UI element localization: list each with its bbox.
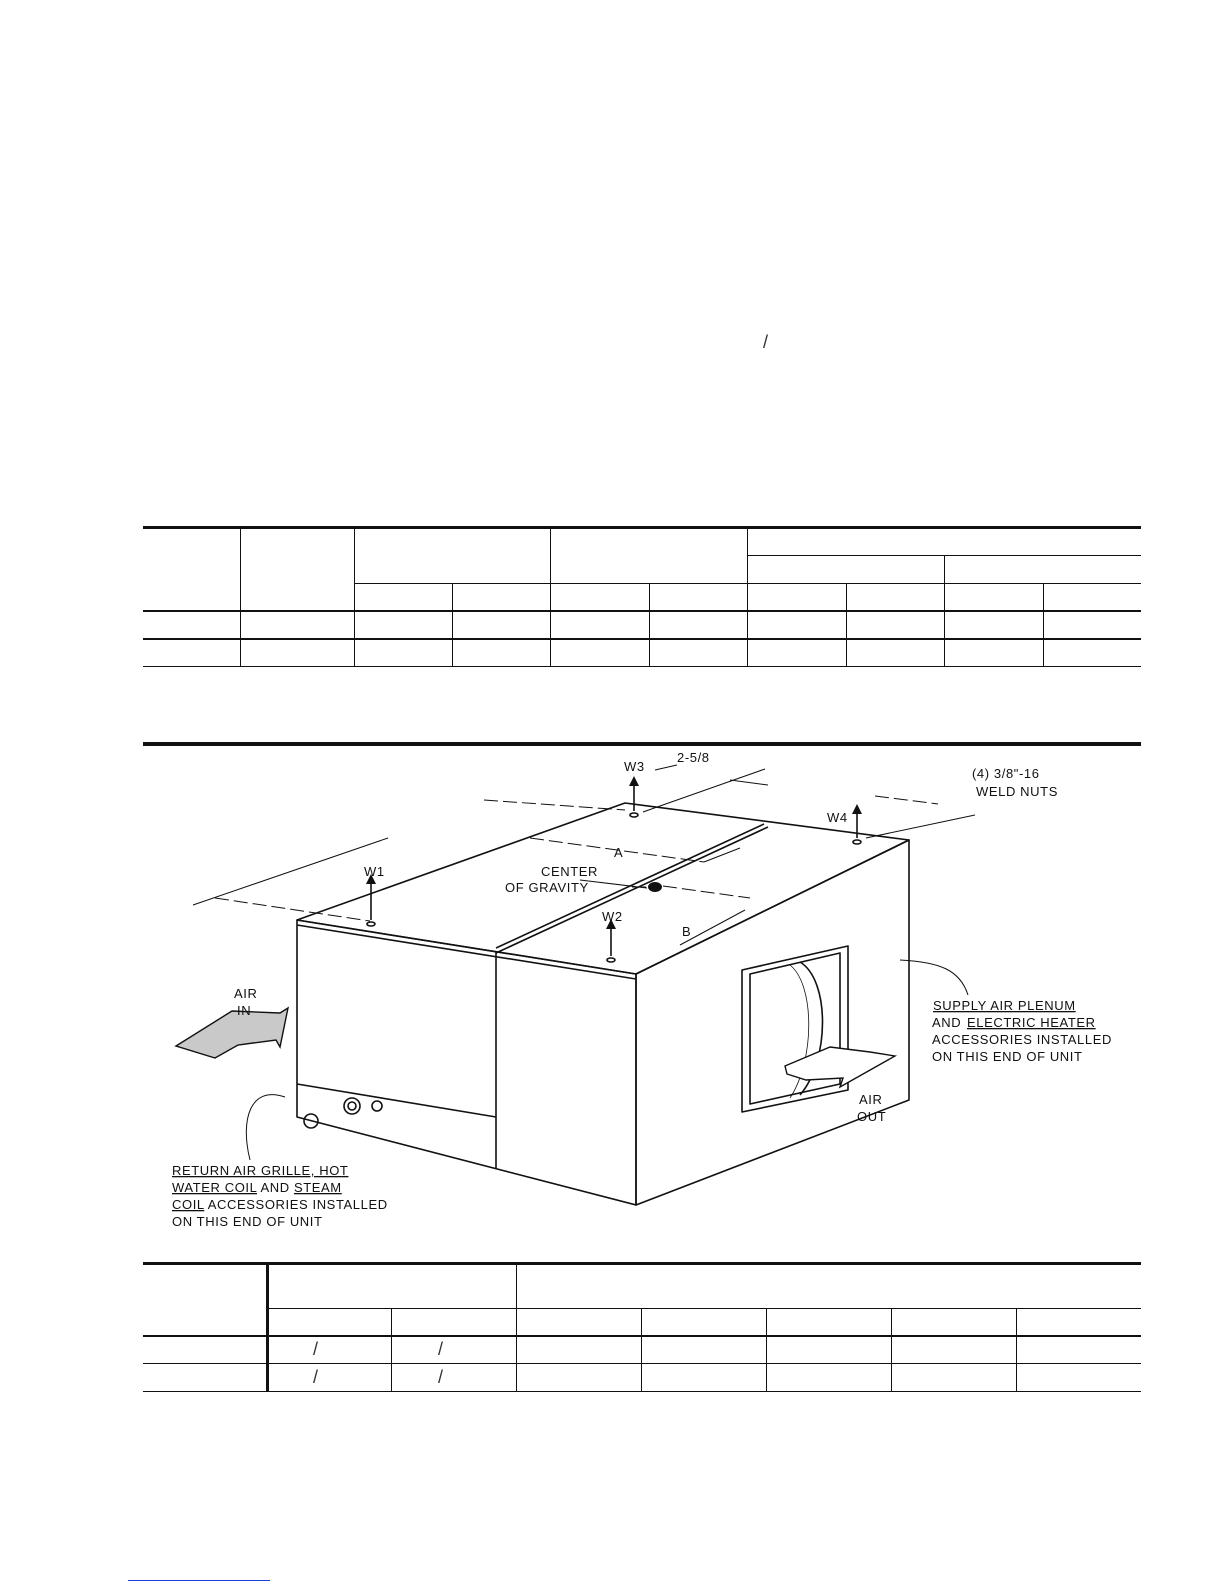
dim-rear-line bbox=[484, 800, 625, 810]
pipe-fitting-small bbox=[372, 1101, 382, 1111]
weld-nut-w3 bbox=[630, 813, 638, 817]
dim-left-extension bbox=[193, 838, 388, 905]
center-of-gravity-label-1: CENTER bbox=[541, 864, 599, 879]
dim-right-line bbox=[875, 796, 938, 804]
supply-leader bbox=[900, 960, 968, 995]
dim-a-label: A bbox=[614, 845, 624, 860]
supply-label-4: ON THIS END OF UNIT bbox=[932, 1049, 1083, 1064]
air-in-label-2: IN bbox=[237, 1003, 252, 1018]
return-label-2 bbox=[172, 1180, 342, 1195]
return-label-3 bbox=[172, 1197, 388, 1212]
table-2-cell-fraction: / bbox=[438, 1367, 444, 1387]
w2-label: W2 bbox=[602, 909, 623, 924]
return-label-2c: STEAM bbox=[293, 1180, 342, 1195]
table-2-cell-fraction: / bbox=[313, 1367, 319, 1387]
supply-air-opening-inner bbox=[750, 953, 840, 1104]
table-2-top-rule bbox=[143, 1262, 1141, 1265]
table-2-bottom-rule bbox=[143, 1391, 1141, 1392]
return-label-4: ON THIS END OF UNIT bbox=[172, 1214, 323, 1229]
top-front-edge-strip bbox=[297, 925, 636, 979]
unit-top-face bbox=[297, 803, 909, 974]
weld-nut-w1 bbox=[367, 922, 375, 926]
stray-slash-mark: / bbox=[763, 332, 769, 352]
dim-b-label: B bbox=[682, 924, 692, 939]
dim-top-extension bbox=[643, 769, 765, 812]
center-of-gravity-label-2: OF GRAVITY bbox=[505, 880, 589, 895]
table-2-stub-divider bbox=[266, 1264, 269, 1392]
supply-label-1: SUPPLY AIR PLENUM bbox=[933, 998, 1076, 1013]
cog-pointer bbox=[580, 880, 647, 888]
dim-top-tick bbox=[655, 765, 677, 770]
table-2-cell-fraction: / bbox=[313, 1339, 319, 1359]
table-2-col-divider bbox=[516, 1264, 517, 1392]
return-leader bbox=[246, 1095, 285, 1160]
air-out-label-2: OUT bbox=[857, 1109, 887, 1124]
table-2-row-rule bbox=[143, 1363, 1141, 1364]
w4-arrowhead bbox=[852, 804, 862, 814]
supply-air-opening bbox=[742, 946, 848, 1112]
w4-label: W4 bbox=[827, 810, 848, 825]
supply-label-2a: AND bbox=[932, 1015, 962, 1030]
supply-label-3: ACCESSORIES INSTALLED bbox=[932, 1032, 1112, 1047]
table-2-subheader-rule bbox=[268, 1308, 1141, 1309]
w3-arrowhead bbox=[629, 776, 639, 786]
pipe-fitting-large bbox=[344, 1098, 360, 1114]
table-2-col-divider bbox=[391, 1309, 392, 1392]
w1-label: W1 bbox=[364, 864, 385, 879]
w3-label: W3 bbox=[624, 759, 645, 774]
dim-top-label: 2-5/8 bbox=[677, 750, 710, 765]
weld-nuts-label-2: WELD NUTS bbox=[976, 784, 1058, 799]
table-2-cell-fraction: / bbox=[438, 1339, 444, 1359]
table-2-header-rule bbox=[143, 1335, 1141, 1337]
supply-label-2b: ELECTRIC HEATER bbox=[967, 1015, 1096, 1030]
return-label-2a: WATER COIL bbox=[172, 1180, 257, 1195]
pipe-fitting-large-inner bbox=[348, 1102, 356, 1110]
front-lower-panel-line bbox=[297, 1084, 496, 1117]
footer-link-underline[interactable] bbox=[128, 1580, 270, 1581]
weld-nut-w2 bbox=[607, 958, 615, 962]
unit-side-face bbox=[636, 840, 909, 1205]
air-out-label-1: AIR bbox=[859, 1092, 883, 1107]
return-label-3a: COIL bbox=[172, 1197, 205, 1212]
return-label-3b: ACCESSORIES INSTALLED bbox=[204, 1197, 388, 1212]
center-of-gravity-dot bbox=[648, 882, 662, 892]
dim-b-line bbox=[663, 886, 750, 898]
return-label-2b: AND bbox=[256, 1180, 294, 1195]
weld-nuts-leader bbox=[866, 815, 975, 838]
weld-nuts-label-1: (4) 3/8"-16 bbox=[972, 766, 1040, 781]
dim-top-right-tick bbox=[730, 780, 768, 785]
air-in-label-1: AIR bbox=[234, 986, 258, 1001]
table-2-col-divider bbox=[1016, 1309, 1017, 1392]
table-2-col-divider bbox=[891, 1309, 892, 1392]
air-in-arrow bbox=[176, 1008, 288, 1058]
weld-nut-w4 bbox=[853, 840, 861, 844]
return-label-1: RETURN AIR GRILLE, HOT bbox=[172, 1163, 349, 1178]
table-2-col-divider bbox=[766, 1309, 767, 1392]
table-2-col-divider bbox=[641, 1309, 642, 1392]
